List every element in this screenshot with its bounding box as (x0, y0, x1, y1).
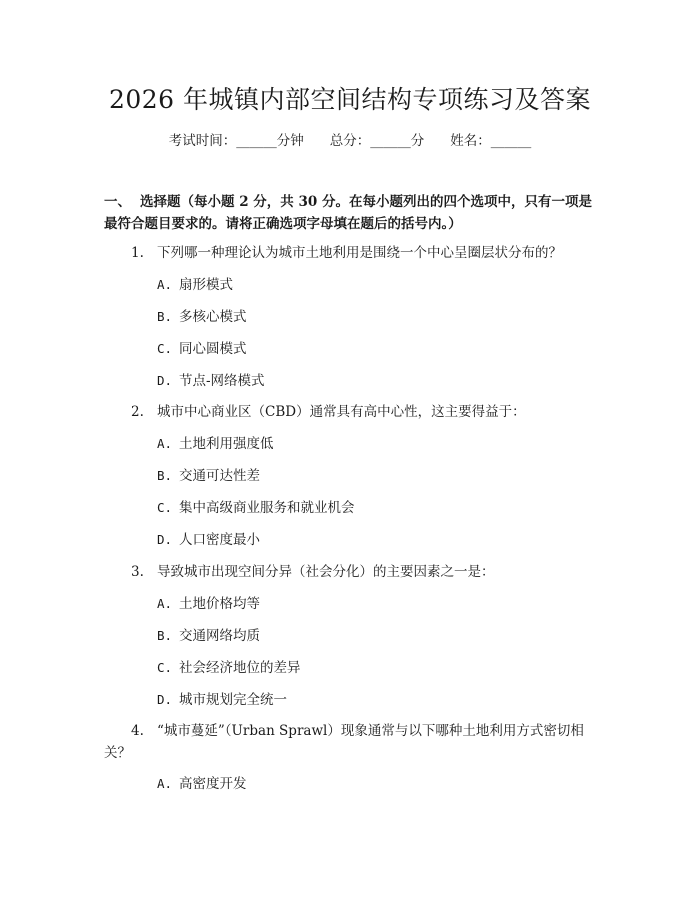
option-letter: B. (157, 628, 173, 643)
option-letter: C. (157, 500, 173, 515)
student-name-field: 姓名：______ (450, 133, 532, 149)
option-text: 土地价格均等 (179, 596, 260, 612)
option-text: 城市规划完全统一 (179, 692, 287, 708)
option-text: 集中高级商业服务和就业机会 (179, 500, 355, 516)
question-4 (131, 720, 584, 742)
option-letter: D. (157, 532, 173, 547)
option-text: 人口密度最小 (179, 532, 260, 548)
question-1-option-d (157, 370, 265, 392)
option-letter: A. (157, 596, 173, 611)
exam-info-line (0, 130, 700, 152)
option-text: 交通可达性差 (179, 468, 260, 484)
question-text-line-1: “城市蔓延”（Urban Sprawl）现象通常与以下哪种土地利用方式密切相 (157, 723, 584, 739)
question-3-option-d (157, 689, 287, 711)
question-1-option-c (157, 338, 247, 360)
question-2-option-c (157, 497, 355, 519)
option-text: 土地利用强度低 (179, 436, 274, 452)
section-heading (104, 191, 604, 235)
total-score-field: 总分：______分 (329, 133, 425, 149)
option-letter: B. (157, 309, 173, 324)
option-letter: D. (157, 373, 173, 388)
question-3 (131, 561, 495, 583)
option-letter: C. (157, 660, 173, 675)
question-2-option-a (157, 433, 274, 455)
question-1 (131, 242, 562, 264)
question-3-option-a (157, 593, 260, 615)
option-text: 多核心模式 (179, 309, 247, 325)
option-text: 高密度开发 (179, 776, 247, 792)
question-number: 1. (131, 245, 144, 261)
question-text: 下列哪一种理论认为城市土地利用是围绕一个中心呈圈层状分布的？ (157, 245, 562, 261)
question-number: 4. (131, 723, 144, 739)
option-text: 交通网络均质 (179, 628, 260, 644)
option-text: 同心圆模式 (179, 341, 247, 357)
question-2-option-b (157, 465, 260, 487)
question-number: 3. (131, 564, 144, 580)
question-4-option-a (157, 773, 247, 795)
question-text: 导致城市出现空间分异（社会分化）的主要因素之一是： (157, 564, 495, 580)
question-2-option-d (157, 529, 260, 551)
question-2 (131, 401, 526, 423)
option-letter: A. (157, 776, 173, 791)
section-number: 一、 (104, 194, 131, 210)
option-text: 节点-网络模式 (179, 373, 265, 389)
exam-time-field: 考试时间：______分钟 (168, 133, 304, 149)
section-instructions: 选择题（每小题 2 分，共 30 分。在每小题列出的四个选项中，只有一项是最符合题目要求的。请将正确选项字母填在题后的括号内。） (104, 194, 592, 232)
document-title: 2026 年城镇内部空间结构专项练习及答案 (108, 85, 592, 114)
question-1-option-a (157, 274, 233, 296)
option-text: 社会经济地位的差异 (179, 660, 301, 676)
option-text: 扇形模式 (179, 277, 233, 293)
option-letter: D. (157, 692, 173, 707)
question-1-option-b (157, 306, 247, 328)
question-number: 2. (131, 404, 144, 420)
option-letter: A. (157, 436, 173, 451)
option-letter: C. (157, 341, 173, 356)
question-3-option-b (157, 625, 260, 647)
question-4-text-line-2: 关？ (104, 745, 131, 761)
option-letter: A. (157, 277, 173, 292)
question-text: 城市中心商业区（CBD）通常具有高中心性，这主要得益于： (157, 404, 526, 420)
question-3-option-c (157, 657, 301, 679)
option-letter: B. (157, 468, 173, 483)
